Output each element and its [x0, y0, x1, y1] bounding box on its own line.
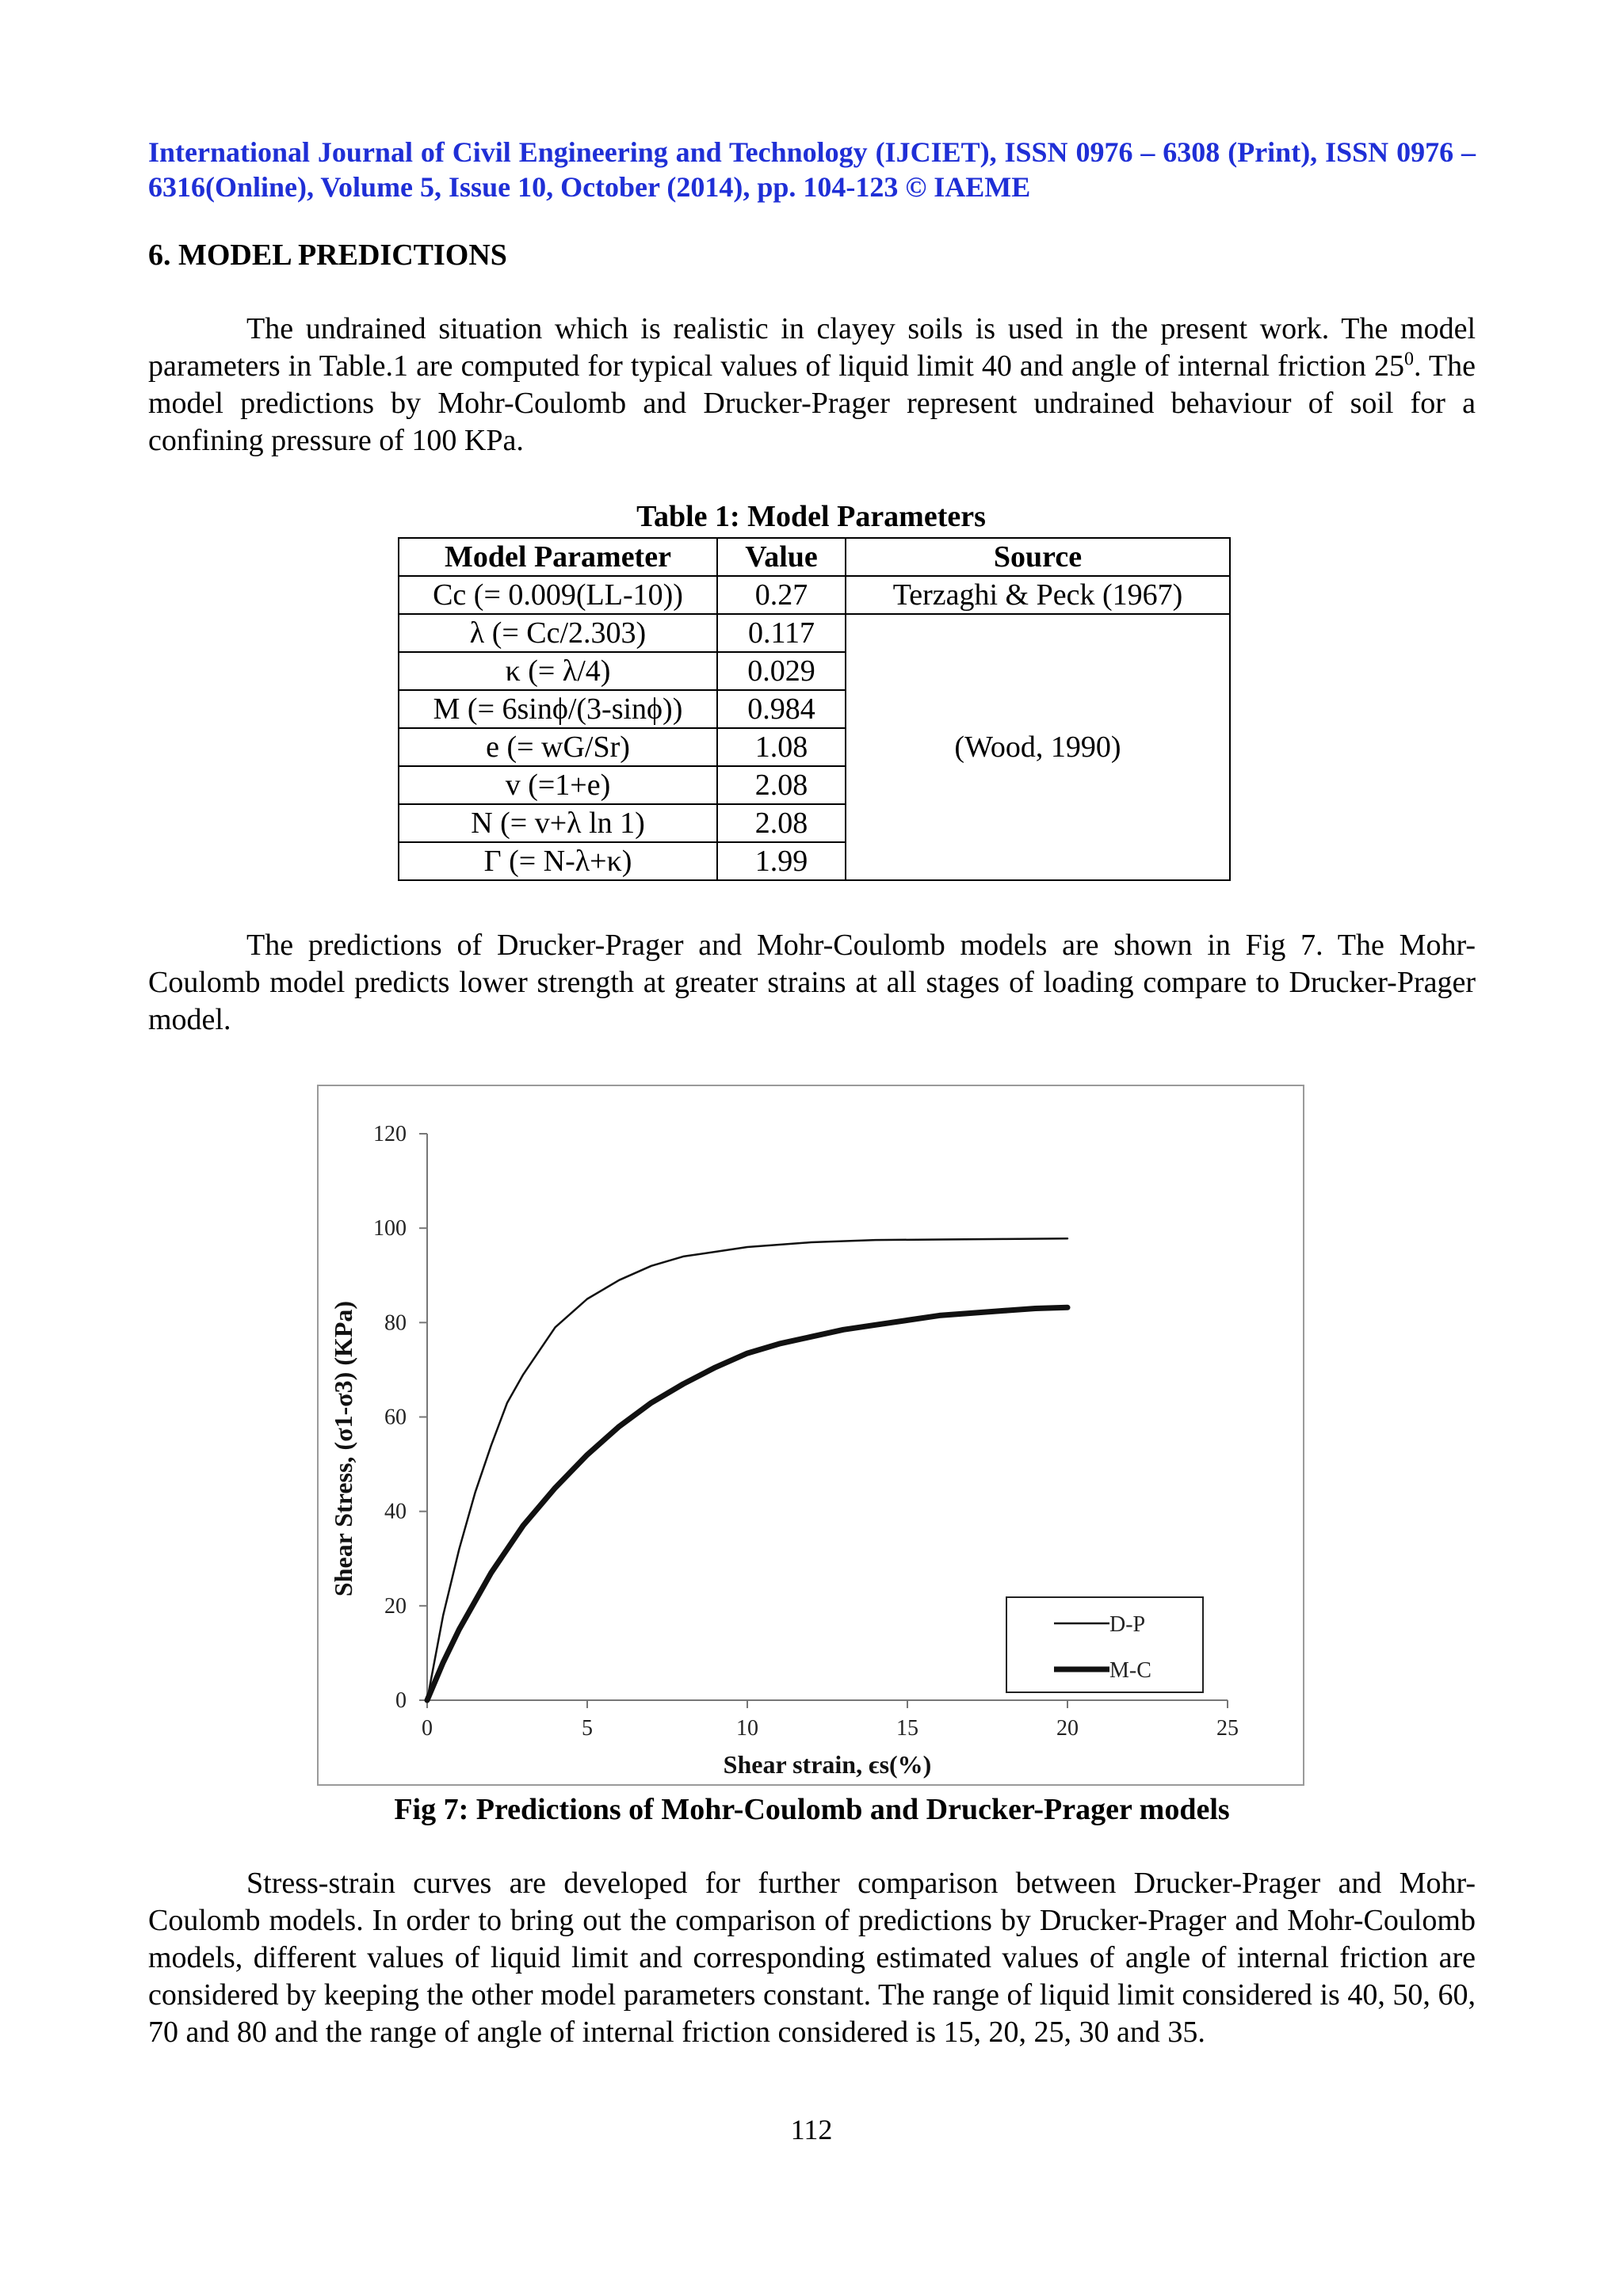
y-tick-label: 40 [384, 1499, 407, 1524]
param-cell: κ (= λ/4) [399, 652, 717, 690]
x-axis-title: Shear strain, ϵs(%) [723, 1750, 932, 1779]
paragraph-intro [148, 311, 1476, 460]
value-cell: 1.08 [717, 728, 846, 766]
series-line-d-p [427, 1238, 1067, 1700]
legend-label: M-C [1109, 1658, 1151, 1683]
section-title: 6. MODEL PREDICTIONS [148, 238, 507, 272]
value-cell: 2.08 [717, 766, 846, 804]
source-cell: (Wood, 1990) [846, 614, 1230, 880]
paragraph-intro-text-a: The undrained situation which is realistic in clayey soils is used in the present work. The model parameters in Table.1 are computed for typical values of liquid limit 40 and angle of internal friction 25 [148, 312, 1476, 383]
x-tick-label: 20 [1056, 1716, 1079, 1741]
value-cell: 0.984 [717, 690, 846, 728]
x-tick-label: 0 [422, 1716, 433, 1741]
y-tick-label: 20 [384, 1593, 407, 1619]
legend-box [1006, 1597, 1203, 1692]
value-cell: 0.029 [717, 652, 846, 690]
x-tick-label: 10 [736, 1716, 758, 1741]
param-cell: v (=1+e) [399, 766, 717, 804]
table-header-cell: Source [846, 538, 1230, 576]
value-cell: 1.99 [717, 842, 846, 880]
x-tick-label: 15 [896, 1716, 918, 1741]
param-cell: e (= wG/Sr) [399, 728, 717, 766]
value-cell: 0.27 [717, 576, 846, 614]
series-line-m-c [427, 1307, 1067, 1700]
param-cell: λ (= Cc/2.303) [399, 614, 717, 652]
degree-superscript: 0 [1404, 349, 1415, 370]
figure-7-chart [317, 1085, 1304, 1786]
paragraph-intro-text-b: . The model predictions by Mohr-Coulomb and Drucker-Prager represent undrained behaviour of soil for a confining pressure of 100 KPa. [148, 349, 1476, 457]
table-row [399, 576, 1230, 614]
figure-caption: Fig 7: Predictions of Mohr-Coulomb and Drucker-Prager models [394, 1793, 1230, 1826]
paragraph-comparison: Stress-strain curves are developed for further comparison between Drucker-Prager and Mohr-Coulomb models. In order to bring out the comparison of predictions by Drucker-Prager and Mohr-Coulomb models, different values of liquid limit and corresponding estimated values of angle of internal friction are considered by keeping the other model parameters constant. The range of liquid limit considered is 40, 50, 60, 70 and 80 and the range of angle of internal friction considered is 15, 20, 25, 30 and 35. [148, 1867, 1476, 2049]
table-title: Table 1: Model Parameters [636, 500, 986, 533]
journal-header: International Journal of Civil Engineering and Technology (IJCIET), ISSN 0976 – 6308 (Print), ISSN 0976 – 6316(Online), Volume 5, Issue 10, October (2014), pp. 104-123 © IAEME [148, 136, 1476, 203]
x-tick-label: 25 [1216, 1716, 1239, 1741]
y-tick-label: 60 [384, 1405, 407, 1430]
y-tick-label: 120 [373, 1122, 407, 1146]
value-cell: 0.117 [717, 614, 846, 652]
table-row [399, 614, 1230, 652]
page-number: 112 [790, 2114, 833, 2145]
y-axis-title: Shear Stress, (σ1-σ3) (KPa) [329, 1300, 357, 1597]
table-header-cell: Value [717, 538, 846, 576]
model-parameters-table [398, 537, 1231, 881]
legend-label: D-P [1109, 1612, 1146, 1637]
table-header-cell: Model Parameter [399, 538, 717, 576]
y-tick-label: 0 [395, 1688, 407, 1713]
paragraph-predictions: The predictions of Drucker-Prager and Mohr-Coulomb models are shown in Fig 7. The Mohr-Coulomb model predicts lower strength at greater strains at all stages of loading compare to Drucker-Prager model. [148, 929, 1476, 1036]
table-header-row [399, 538, 1230, 576]
x-tick-label: 5 [582, 1716, 593, 1741]
chart-svg [319, 1086, 1303, 1784]
source-cell: Terzaghi & Peck (1967) [846, 576, 1230, 614]
y-tick-label: 80 [384, 1310, 407, 1336]
param-cell: Cc (= 0.009(LL-10)) [399, 576, 717, 614]
y-tick-label: 100 [373, 1216, 407, 1241]
param-cell: N (= v+λ ln 1) [399, 804, 717, 842]
param-cell: Γ (= N-λ+κ) [399, 842, 717, 880]
param-cell: M (= 6sinϕ/(3-sinϕ)) [399, 690, 717, 728]
value-cell: 2.08 [717, 804, 846, 842]
